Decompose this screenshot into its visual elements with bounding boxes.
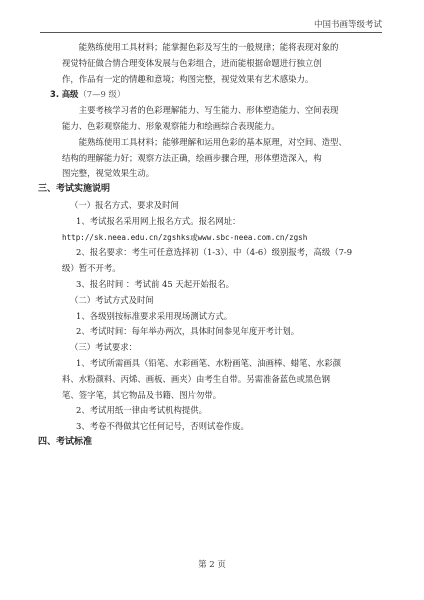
list-item-continued: 料、水粉颜料、丙烯、画板、画夹）由考生自带。另需准备蓝色或黑色钢 [62,373,330,384]
list-item: 2、报名要求：考生可任意选择初（1-3）、中（4-6）级别报考，高级（7-9 [76,247,353,258]
list-item: 1、考试报名采用网上报名方式。报名网址： [76,215,241,226]
section-heading-4: 四、考试标准 [38,436,93,447]
advanced-number: 3. [50,89,60,100]
page-footer [0,558,424,570]
paragraph-line: 视觉特征做合情合理变体发展与色彩组合，进而能根据命题进行独立创 [62,57,322,68]
paragraph-line: 结构的理解能力好；观察方法正确，绘画步骤合理，形体塑造深入，构 [62,152,322,163]
registration-url[interactable]: http://sk.neea.edu.cn/zgshks或www.sbc-neea.com.cn/zgsh [62,232,308,242]
list-item-continued: 级）暂不开考。 [62,263,121,274]
document-body [38,40,382,451]
section-heading-3: 三、考试实施说明 [38,184,111,195]
advanced-range: （7—9 级） [78,89,126,100]
paragraph-line: 能力、色彩观察能力、形象观察能力和绘画综合表现能力。 [62,120,280,131]
paragraph-line: 主要考核学习者的色彩理解能力、写生能力、形体塑造能力、空间表现 [78,105,339,116]
list-item: 1、考试所需画具（铅笔、水彩画笔、水粉画笔、油画棒、蜡笔、水彩颜 [76,357,341,368]
advanced-title: 高级 [61,89,79,100]
page-header [40,18,382,33]
subsection-heading: （二）考试方式及时间 [70,294,154,305]
subsection-heading: （一）报名方式、要求及时间 [70,199,179,210]
paragraph-line: 作，作品有一定的情趣和意境；构图完整，视觉效果有艺术感染力。 [62,73,314,84]
paragraph-line: 图完整，视觉效果生动。 [62,168,155,179]
subsection-heading: （三）考试要求： [70,342,137,353]
header-title: 中国书画等级考试 [313,20,382,30]
paragraph-line: 能熟练使用工具材料；能掌握色彩及写生的一般规律；能将表现对象的 [78,42,339,52]
list-item: 2、考试时间：每年举办两次，具体时间参见年度开考计划。 [76,326,300,337]
list-item: 2、考试用纸一律由考试机构提供。 [76,405,207,416]
list-item: 3、考卷不得做其它任何记号，否则试卷作废。 [76,421,249,432]
list-item: 1、各级别按标准要求采用现场测试方式。 [76,310,233,321]
paragraph-line: 能熟练使用工具材料；能够理解和运用色彩的基本原理，对空间、造型、 [78,136,347,147]
list-item-continued: 笔、签字笔，其它物品及书籍、图片勿带。 [62,389,222,400]
advanced-level-heading [50,87,382,103]
page-number: 第 2 页 [198,560,226,570]
list-item: 3、报名时间 ：考试前 45 天起开始报名。 [76,278,234,289]
